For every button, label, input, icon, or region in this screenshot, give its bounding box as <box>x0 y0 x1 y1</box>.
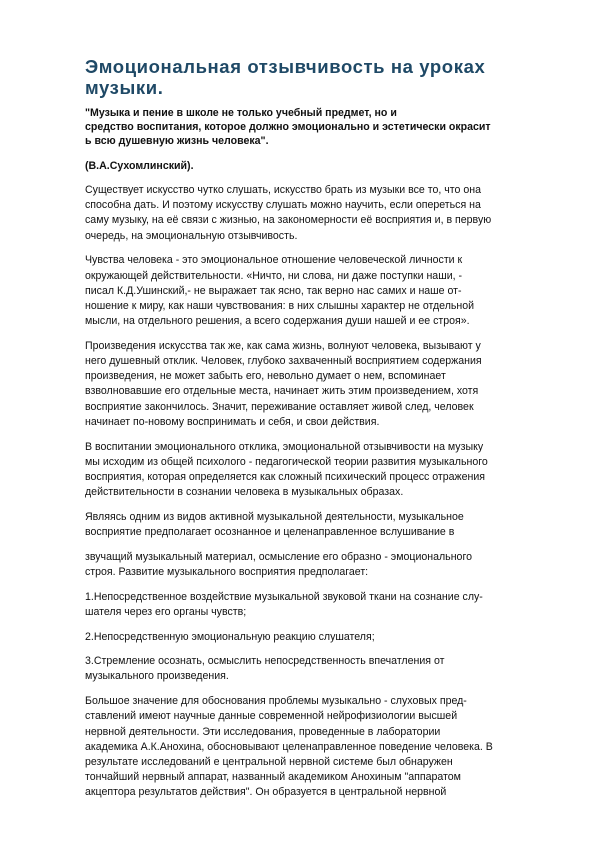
text-line: способна дать. И поэтому искусству слушать можно научить, если опереться на <box>85 199 481 212</box>
paragraph <box>85 339 553 430</box>
text-line: взволновавшие его отдельные места, начинает жить этим произведением, хотя <box>85 385 479 398</box>
paragraph <box>85 183 553 244</box>
text-line: действительности в сознании человека в музыкальных образах. <box>85 486 404 499</box>
epigraph-author: (В.А.Сухомлинский). <box>85 160 194 172</box>
epigraph-line: ь всю душевную жизнь человека". <box>85 135 269 147</box>
text-line: нервной деятельности. Эти исследования, проведенные в лаборатории <box>85 725 441 738</box>
paragraph <box>85 253 553 329</box>
document-title <box>85 56 553 98</box>
text-line: строя. Развитие музыкального восприятия предполагает: <box>85 565 369 578</box>
text-line: музыкального произведения. <box>85 670 229 683</box>
text-line: звучащий музыкальный материал, осмысление его образно - эмоционального <box>85 550 472 563</box>
text-line: ношение к миру, как наши чувствования: в них слышны характер не отдельной <box>85 299 475 312</box>
text-line: тончайший нервный аппарат, названный академиком Анохиным "аппаратом <box>85 771 461 784</box>
text-line: Являясь одним из видов активной музыкальной деятельности, музыкальное <box>85 510 464 523</box>
list-item <box>85 630 553 645</box>
paragraph <box>85 440 553 501</box>
paragraph <box>85 694 553 800</box>
list-item <box>85 654 553 684</box>
document-page <box>85 56 553 810</box>
text-line: восприятие предполагает осознанное и целенаправленное вслушивание в <box>85 526 455 539</box>
text-line: мысли, на отдельного решения, а всего содержания души нашей и ее строя». <box>85 315 470 328</box>
text-line: Чувства человека - это эмоциональное отношение человеческой личности к <box>85 254 463 267</box>
text-line: 1.Непосредственное воздействие музыкальной звуковой ткани на сознание слу- <box>85 590 483 603</box>
paragraph <box>85 510 553 540</box>
text-line: восприятие закончилось. Значит, переживание оставляет живой след, человек <box>85 400 474 413</box>
text-line: окружающей действительности. «Ничто, ни слова, ни даже поступки наши, - <box>85 269 463 282</box>
text-line: мы исходим из общей психолого - педагогической теории развития музыкального <box>85 455 488 468</box>
text-line: Произведения искусства так же, как сама жизнь, волнуют человека, вызывают у <box>85 339 481 352</box>
title-line: Эмоциональная отзывчивость на уроках <box>85 56 486 77</box>
text-line: Большое значение для обоснования проблемы музыкально - слуховых пред- <box>85 695 467 708</box>
text-line: академика А.К.Анохина, обосновывают целенаправленное поведение человека. В <box>85 740 493 753</box>
title-line: музыки. <box>85 77 164 98</box>
text-line: результате исследований е центральной нервной системе был обнаружен <box>85 756 453 768</box>
text-line: начинает по-новому воспринимать и себя, и свои действия. <box>85 415 380 428</box>
text-line: Существует искусство чутко слушать, искусство брать из музыки все то, что она <box>85 184 482 196</box>
list-item <box>85 590 553 620</box>
text-line: 2.Непосредственную эмоциональную реакцию слушателя; <box>85 630 375 643</box>
text-line: шателя через его органы чувств; <box>85 605 247 618</box>
text-line: писал К.Д.Ушинский,- не выражает так ясно, так верно нас самих и наше от- <box>85 284 462 297</box>
paragraph <box>85 550 553 580</box>
text-line: 3.Стремление осознать, осмыслить непосредственность впечатления от <box>85 655 445 668</box>
epigraph-line: средство воспитания, которое должно эмоционально и эстетически окрасит <box>85 121 491 133</box>
epigraph-line: "Музыка и пение в школе не только учебный предмет, но и <box>85 107 397 119</box>
text-line: восприятия, которая определяется как сложный психический процесс отражения <box>85 470 486 483</box>
text-line: него душевный отклик. Человек, глубоко захваченный восприятием содержания <box>85 355 482 368</box>
text-line: саму музыку, на её связи с жизнью, на закономерности её восприятия и, в первую <box>85 214 492 227</box>
text-line: произведения, не может забыть его, невольно думает о нем, вспоминает <box>85 370 446 383</box>
text-line: акцептора результатов действия". Он образуется в центральной нервной <box>85 786 447 799</box>
text-line: очередь, на эмоциональную отзывчивость. <box>85 229 298 242</box>
text-line: ставлений имеют научные данные современной нейрофизиологии высшей <box>85 710 458 723</box>
epigraph-quote <box>85 106 553 148</box>
text-line: В воспитании эмоционального отклика, эмоциональной отзывчивости на музыку <box>85 440 484 453</box>
